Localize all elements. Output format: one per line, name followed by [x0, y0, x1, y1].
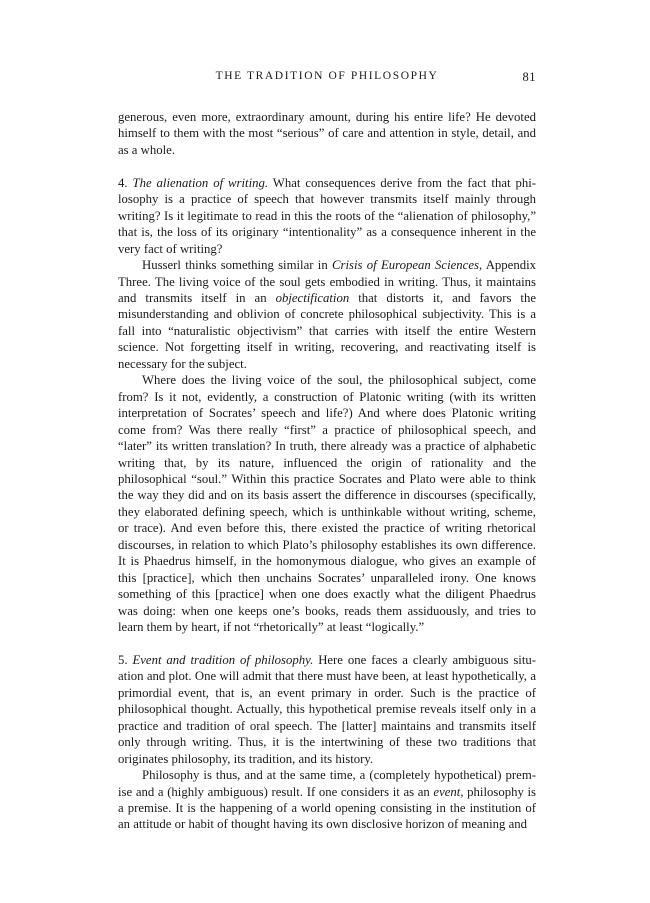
section-4-paragraph	[118, 175, 536, 257]
paragraph-husserl-text-b: , Appendix Three. The living voice of the soul gets embodied in writing. Thus, it maintains and transmits itself in an	[118, 258, 537, 305]
paragraph-husserl	[118, 257, 536, 372]
paragraph-philosophy-premise	[118, 767, 536, 833]
running-title: THE TRADITION OF PHILOSOPHY	[215, 70, 439, 82]
section-5-text: Here one faces a clearly ambiguous situation and plot. One will admit that there must have been, at least hypothetically, a primordial event, that is, an event primary in order. Such is the practice of philosophical thought. Actually, this hypothetical premise reveals itself only in a practice and tradition of oral speech. The [latter] maintains and transmits itself only through writing. Thus, it is the intertwining of these two traditions that originates philosophy, its tradition, and its history.	[118, 652, 537, 766]
paragraph-continuation: generous, even more, extraordinary amount, during his entire life? He devoted himself to them with the most “serious” of care and attention in style, detail, and as a whole.	[118, 110, 536, 157]
term-event: event	[433, 784, 461, 799]
section-5-number: 5.	[118, 652, 133, 667]
running-head	[118, 70, 536, 86]
paragraph-husserl-text-a: Husserl thinks something similar in	[142, 258, 332, 273]
section-5-heading: Event and tradition of philosophy.	[132, 652, 314, 667]
paragraph-premise-text-b: , philosophy is a premise. It is the happening of a world opening consisting in the institution of an attitude or habit of thought having its own disclosive horizon of meaning and	[118, 784, 536, 832]
book-title-crisis: Crisis of European Sciences	[332, 258, 479, 273]
page-number: 81	[522, 70, 536, 84]
section-4-number: 4.	[118, 175, 133, 190]
section-4-heading: The alienation of writing.	[132, 175, 269, 190]
paragraph-living-voice: Where does the living voice of the soul, the philosophical subject, come from? Is it not, evidently, a construction of Platonic writing (with its written interpretation of Socrates’ speech and life?) And where does Platonic writing come from? Was there really “first” a practice of philosophical speech, and “later” its written translation? In truth, there already was a practice of alphabetic writing that, by its nature, influenced the origin of rationality and the philosophical “soul.” Within this practice Socrates and Plato were able to think the way they did and on its basis assert the difference in discourses (specifically, they elaborated defining speech, which is unthinkable without writing, scheme, or trace). And even before this, there existed the practice of writing rhetorical discourses, in relation to which Plato’s philosophy establishes its own difference. It is Phaedrus himself, in the homonymous dialogue, who gives an example of this [practice], which then unchains Socrates’ unparalleled irony. One knows something of this [practice] when one does exactly what the diligent Phaedrus was doing: when one keeps one’s books, reads them assiduously, and tries to learn them by heart, if not “rhetorically” at least “logically.”	[118, 373, 536, 635]
paragraph-husserl-text-c: that distorts it, and favors the misunderstanding and oblivion of concrete philosophical subjectivity. This is a fall into “naturalistic objectivism” that carries with itself the entire Western science. Not forgetting itself in writing, recovering, and reactivating itself is necessary for the subject.	[118, 290, 536, 371]
section-5-paragraph	[118, 652, 536, 767]
body-text	[118, 109, 536, 833]
section-4-text: What consequences derive from the fact that philosophy is a practice of speech that however transmits itself mainly through writing? Is it legitimate to read in this the roots of the “alienation of philosophy,” that is, the loss of its originary “intentionality” as a consequence inherent in the very fact of writing?	[118, 175, 536, 256]
paragraph-premise-text-a: Philosophy is thus, and at the same time, a (completely hypothetical) premise and a (highly ambiguous) result. If one considers it as an	[118, 768, 536, 799]
term-objectification: objectification	[275, 290, 350, 305]
